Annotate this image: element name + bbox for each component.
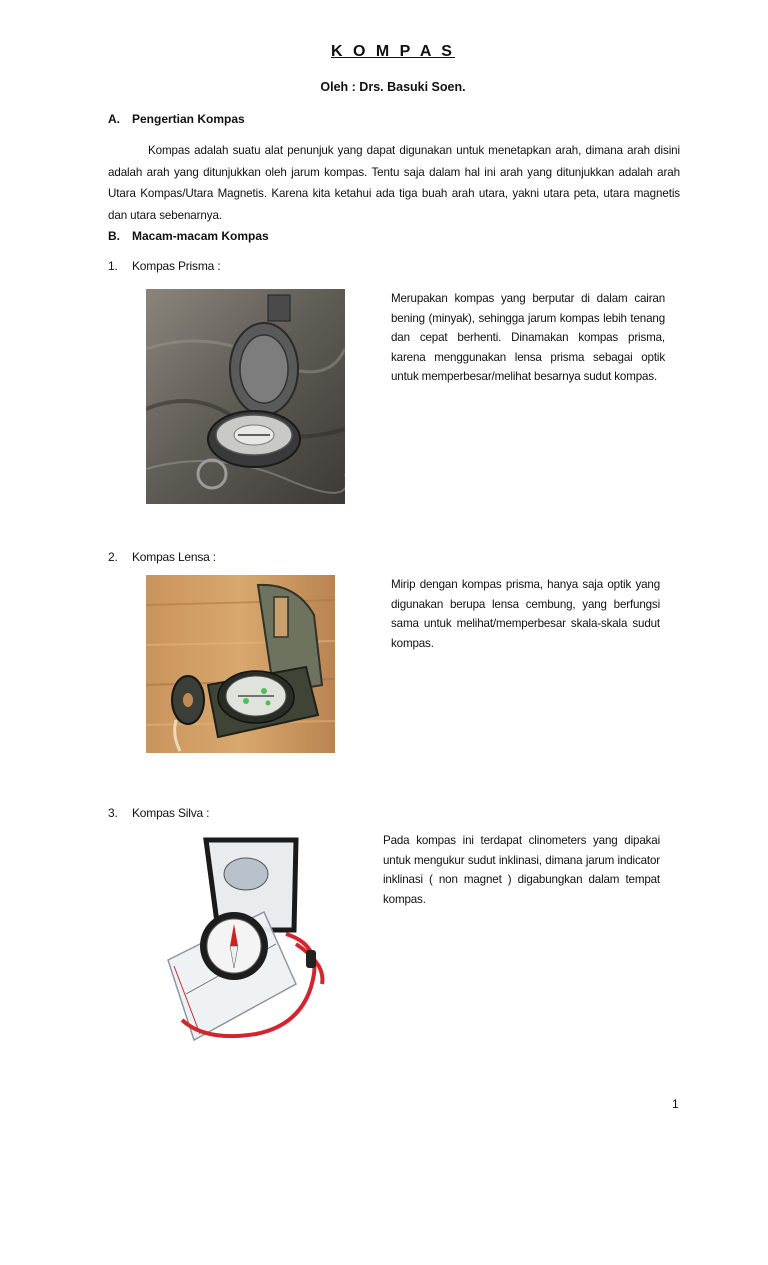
item-number: 2. <box>108 550 118 564</box>
item-label: Kompas Prisma : <box>132 259 221 273</box>
section-a-paragraph: Kompas adalah suatu alat penunjuk yang dapat digunakan untuk menetapkan arah, dimana arah disini adalah arah yang ditunjukkan oleh jarum kompas. Tentu saja dalam hal ini arah yang ditunjukkan adalah arah Utara Kompas/Utara Magnetis. Karena kita ketahui ada tiga buah arah utara, yakni utara peta, utara magnetis dan utara sebenarnya. <box>108 144 680 222</box>
item-kompas-silva-description: Pada kompas ini terdapat clinometers yang dipakai untuk mengukur sudut inklinasi, dimana jarum indicator inklinasi ( non magnet ) digabungkan dalam tempat kompas. <box>383 834 660 906</box>
page-number: 1 <box>672 1097 679 1111</box>
section-a-title: Pengertian Kompas <box>132 112 245 126</box>
item-kompas-prisma-description: Merupakan kompas yang berputar di dalam cairan bening (minyak), sehingga jarum kompas lebih tenang dan cepat berhenti. Dinamakan kompas prisma, karena menggunakan lensa prisma sebagai optik untuk memperbesar/melihat besarnya sudut kompas. <box>391 292 665 383</box>
item-kompas-lensa-description: Mirip dengan kompas prisma, hanya saja optik yang digunakan berupa lensa cembung, yang berfungsi sama untuk melihat/memperbesar skala-skala sudut kompas. <box>391 578 660 650</box>
document-author: Oleh : Drs. Basuki Soen. <box>320 80 466 94</box>
section-a-heading <box>108 112 245 126</box>
item-label: Kompas Silva : <box>132 806 210 820</box>
prismatic-compass-photo <box>146 289 345 504</box>
section-a-number: A. <box>108 112 120 126</box>
section-b-number: B. <box>108 229 120 243</box>
section-b-title: Macam-macam Kompas <box>132 229 269 243</box>
item-number: 1. <box>108 259 118 273</box>
section-b-heading <box>108 229 269 243</box>
item-kompas-silva-label <box>108 806 209 820</box>
item-kompas-lensa-label <box>108 550 216 564</box>
document-title: K O M P A S <box>331 43 455 60</box>
silva-compass-photo <box>146 834 328 1047</box>
item-kompas-prisma-label <box>108 259 220 273</box>
item-label: Kompas Lensa : <box>132 550 216 564</box>
item-number: 3. <box>108 806 118 820</box>
lensatic-compass-photo <box>146 575 335 753</box>
